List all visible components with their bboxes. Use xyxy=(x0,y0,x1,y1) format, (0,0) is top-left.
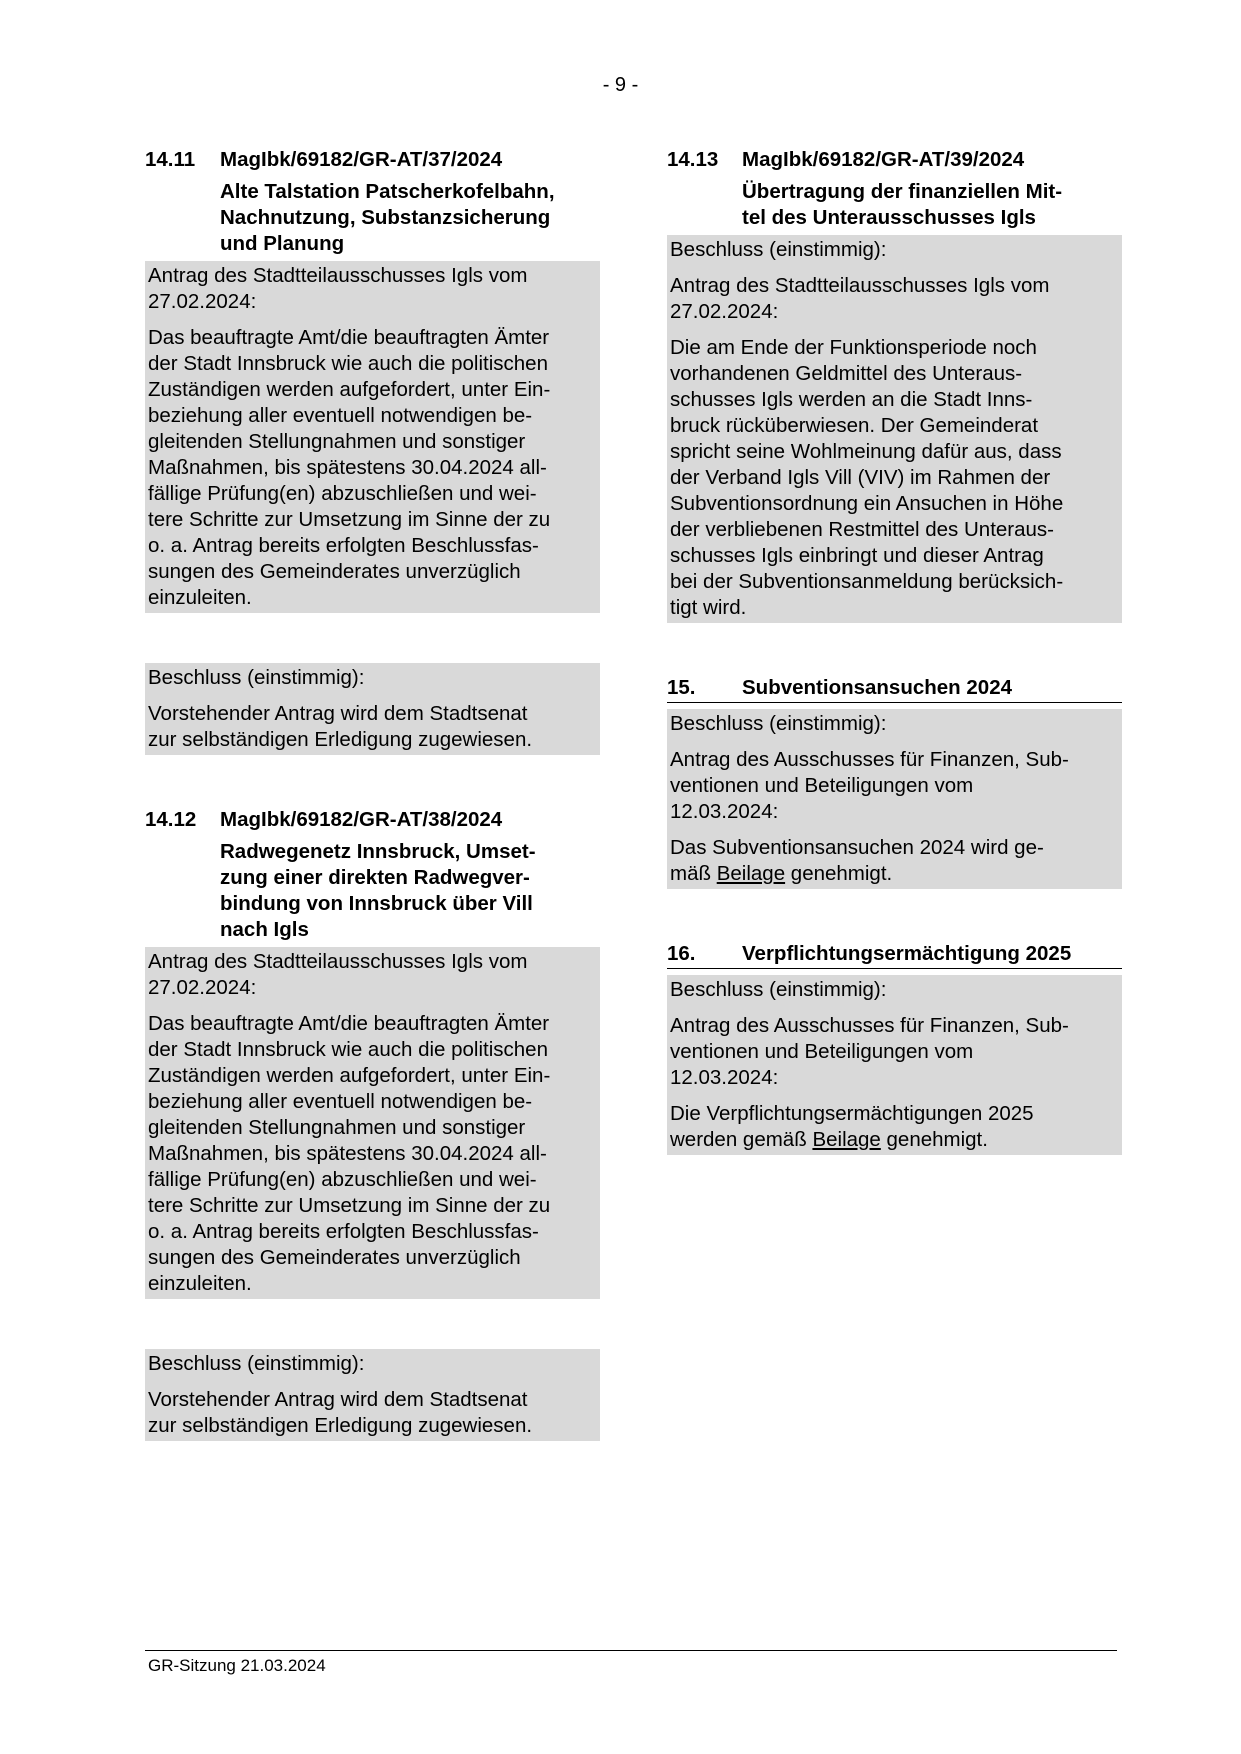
agenda-item-14-11 xyxy=(145,147,600,755)
resolution-label: Beschluss (einstimmig): xyxy=(148,666,365,689)
item-heading xyxy=(667,147,1122,173)
subject-line: Übertragung der finanziellen Mit- xyxy=(742,180,1063,203)
subject-line: und Planung xyxy=(220,232,345,255)
subject-line: tel des Unterausschusses Igls xyxy=(742,206,1036,229)
motion-intro: Antrag des Ausschusses für Finanzen, Sub- ventionen und Beteiligungen vom 12.03.2024: xyxy=(670,1014,1069,1089)
motion-text: Die am Ende der Funktionsperiode noch vorhandenen Geldmittel des Unteraus- schusses Igls werden an die Stadt Inns- bruck rücküberwiesen. Der Gemeinderat spricht seine Wohlmeinung dafür aus, dass der Verband Igls Vill (VIV) im Rahmen der Subventionsordnung ein Ansuchen in Höhe der verbliebenen Restmittel des Unteraus- schusses Igls einbringt und dieser Antrag bei der Subventionsanmeldung berücksich- tigt wird. xyxy=(670,336,1064,619)
agenda-item-14-12 xyxy=(145,807,600,1441)
item-number: 15. xyxy=(667,676,696,699)
resolution-label: Beschluss (einstimmig): xyxy=(148,1352,365,1375)
resolution-label: Beschluss (einstimmig): xyxy=(670,978,887,1001)
item-reference: MagIbk/69182/GR-AT/39/2024 xyxy=(742,148,1025,171)
item-number: 14.13 xyxy=(667,148,719,171)
item-heading xyxy=(667,675,1122,703)
resolution-label: Beschluss (einstimmig): xyxy=(670,238,887,261)
subject-line: Alte Talstation Patscherkofelbahn, xyxy=(220,180,555,203)
resolution-block xyxy=(667,709,1122,889)
item-number: 14.11 xyxy=(145,148,196,171)
motion-intro: Antrag des Ausschusses für Finanzen, Sub- ventionen und Beteiligungen vom 12.03.2024: xyxy=(670,748,1069,823)
resolution-block xyxy=(145,1349,600,1441)
item-number: 14.12 xyxy=(145,808,197,831)
item-reference: MagIbk/69182/GR-AT/38/2024 xyxy=(220,808,503,831)
item-title: Subventionsansuchen 2024 xyxy=(742,676,1013,699)
footer-rule xyxy=(145,1650,1117,1651)
subject-line: Radwegenetz Innsbruck, Umset- xyxy=(220,840,536,863)
subject-line: zung einer direkten Radwegver- xyxy=(220,866,530,889)
item-heading xyxy=(145,807,600,833)
motion-intro: Antrag des Stadtteilausschusses Igls vom 27.02.2024: xyxy=(148,950,528,999)
attachment-link[interactable]: Beilage xyxy=(716,862,786,885)
agenda-item-16 xyxy=(667,941,1122,1155)
item-reference: MagIbk/69182/GR-AT/37/2024 xyxy=(220,148,503,171)
subject-line: nach Igls xyxy=(220,918,309,941)
motion-text: Die Verpflichtungsermächtigungen 2025 werden gemäß Beilage genehmigt. xyxy=(670,1102,1034,1151)
subject-line: Nachnutzung, Substanzsicherung xyxy=(220,206,551,229)
motion-text: Das Subventionsansuchen 2024 wird ge- mäß Beilage genehmigt. xyxy=(670,836,1044,885)
item-subject xyxy=(220,179,600,257)
agenda-item-14-13 xyxy=(667,147,1122,623)
agenda-item-15 xyxy=(667,675,1122,889)
item-heading xyxy=(145,147,600,173)
item-subject xyxy=(742,179,1122,231)
resolution-label: Beschluss (einstimmig): xyxy=(670,712,887,735)
motion-text: Das beauftragte Amt/die beauftragten Ämter der Stadt Innsbruck wie auch die politischen Zuständigen werden aufgefordert, unter Ein- beziehung aller eventuell notwendigen be- gleitenden Stellungnahmen und sonstiger Maßnahmen, bis spätestens 30.04.2024 all- fällige Prüfung(en) abzuschließen und wei- tere Schritte zur Umsetzung im Sinne der zu o. a. Antrag bereits erfolgten Beschlussfas- sungen des Gemeinderates unverzüglich einzuleiten. xyxy=(148,1012,551,1295)
item-subject xyxy=(220,839,600,943)
resolution-block xyxy=(667,975,1122,1155)
item-title: Verpflichtungsermächtigung 2025 xyxy=(742,942,1072,965)
motion-block xyxy=(145,947,600,1299)
resolution-text: Vorstehender Antrag wird dem Stadtsenat zur selbständigen Erledigung zugewiesen. xyxy=(148,1388,533,1437)
resolution-block xyxy=(667,235,1122,623)
subject-line: bindung von Innsbruck über Vill xyxy=(220,892,533,915)
page-number: - 9 - xyxy=(602,74,639,96)
footer-text: GR-Sitzung 21.03.2024 xyxy=(148,1656,326,1675)
motion-block xyxy=(145,261,600,613)
resolution-text: Vorstehender Antrag wird dem Stadtsenat zur selbständigen Erledigung zugewiesen. xyxy=(148,702,533,751)
item-number: 16. xyxy=(667,942,696,965)
item-heading xyxy=(667,941,1122,969)
motion-text: Das beauftragte Amt/die beauftragten Ämter der Stadt Innsbruck wie auch die politischen Zuständigen werden aufgefordert, unter Ein- beziehung aller eventuell notwendigen be- gleitenden Stellungnahmen und sonstiger Maßnahmen, bis spätestens 30.04.2024 all- fällige Prüfung(en) abzuschließen und wei- tere Schritte zur Umsetzung im Sinne der zu o. a. Antrag bereits erfolgten Beschlussfas- sungen des Gemeinderates unverzüglich einzuleiten. xyxy=(148,326,551,609)
right-column xyxy=(667,147,1122,1155)
attachment-link[interactable]: Beilage xyxy=(812,1128,881,1151)
motion-intro: Antrag des Stadtteilausschusses Igls vom 27.02.2024: xyxy=(148,264,528,313)
motion-intro: Antrag des Stadtteilausschusses Igls vom 27.02.2024: xyxy=(670,274,1050,323)
left-column xyxy=(145,147,600,1441)
resolution-block xyxy=(145,663,600,755)
